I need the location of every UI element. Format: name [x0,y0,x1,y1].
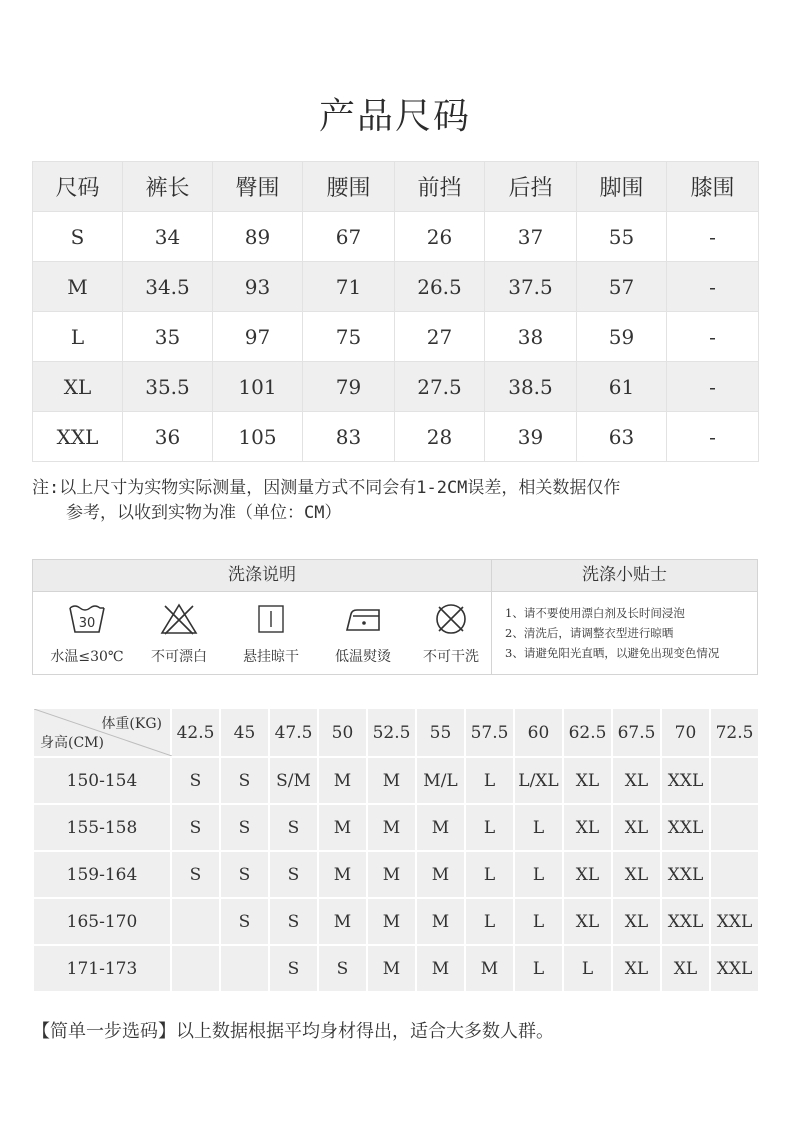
recommended-size-cell: XL [612,898,661,945]
height-range-cell: 155-158 [33,804,171,851]
weight-label: 体重(KG) [101,716,162,732]
height-range-cell: 150-154 [33,757,171,804]
weight-header-cell: 47.5 [269,708,318,757]
header-knee: 膝围 [667,162,759,212]
measure-cell: 28 [395,412,485,462]
weight-header-cell: 50 [318,708,367,757]
weight-header-cell: 55 [416,708,465,757]
washing-instructions-title: 洗涤说明 [33,560,492,592]
hang-dry-icon [251,602,291,636]
size-cell: XL [33,362,123,412]
recommended-size-cell: L/XL [514,757,563,804]
recommended-size-cell: XXL [710,898,759,945]
diagonal-header-cell [33,708,171,757]
recommended-size-cell: XL [563,851,612,898]
recommended-size-cell: S/M [269,757,318,804]
fit-header-row [33,708,759,757]
recommended-size-cell: S [269,804,318,851]
size-cell: S [33,212,123,262]
recommended-size-cell: XXL [661,851,710,898]
measure-cell: 36 [123,412,213,462]
table-row [33,362,759,412]
measure-cell: 34.5 [123,262,213,312]
header-hip: 臀围 [213,162,303,212]
measure-cell: - [667,412,759,462]
recommended-size-cell: XL [612,945,661,992]
measure-cell: 38 [485,312,577,362]
recommended-size-cell [171,945,220,992]
recommended-size-cell: M [318,851,367,898]
wash-30-cell [41,596,133,674]
footer-note: 【简单一步选码】以上数据根据平均身材得出，适合大多数人群。 [32,1021,554,1042]
measure-cell: 37 [485,212,577,262]
measure-cell: 26 [395,212,485,262]
size-cell: M [33,262,123,312]
table-row [33,804,759,851]
recommended-size-cell [171,898,220,945]
no-bleach-cell [133,596,225,674]
weight-header-cell: 62.5 [563,708,612,757]
measure-cell: 39 [485,412,577,462]
recommended-size-cell: M [367,851,416,898]
measure-cell: - [667,212,759,262]
washing-tips-list [505,603,755,663]
measure-cell: - [667,362,759,412]
no-dry-clean-icon [431,602,471,636]
recommended-size-cell: XXL [661,757,710,804]
measure-cell: 38.5 [485,362,577,412]
size-cell: XXL [33,412,123,462]
table-row [33,312,759,362]
tip-item: 3、请避免阳光直晒，以避免出现变色情况 [505,646,720,660]
recommended-size-cell [710,851,759,898]
measure-cell: 26.5 [395,262,485,312]
recommended-size-cell: XL [563,804,612,851]
measure-cell: 37.5 [485,262,577,312]
weight-header-cell: 45 [220,708,269,757]
measure-cell: 27.5 [395,362,485,412]
recommended-size-cell: L [465,757,514,804]
note-line-1: 注:以上尺寸为实物实际测量，因测量方式不同会有1-2CM误差，相关数据仅作 [32,478,621,498]
weight-header-cell: 42.5 [171,708,220,757]
recommended-size-cell: S [220,898,269,945]
recommended-size-cell: M [416,898,465,945]
table-row [33,212,759,262]
measure-cell: 79 [303,362,395,412]
header-waist: 腰围 [303,162,395,212]
weight-header-cell: 67.5 [612,708,661,757]
recommended-size-cell: L [514,804,563,851]
recommended-size-cell [710,757,759,804]
recommended-size-cell: L [514,851,563,898]
no-dry-clean-label: 不可干洗 [423,649,479,665]
size-table [32,161,759,462]
recommended-size-cell: M [416,851,465,898]
weight-header-cell: 57.5 [465,708,514,757]
wash-temp-value: 30 [78,616,96,631]
height-range-cell: 165-170 [33,898,171,945]
weight-header-cell: 52.5 [367,708,416,757]
recommended-size-cell: XXL [710,945,759,992]
measure-cell: 67 [303,212,395,262]
measure-cell: - [667,312,759,362]
tip-item: 1、请不要使用漂白剂及长时间浸泡 [505,606,685,620]
table-row [33,851,759,898]
measure-cell: 93 [213,262,303,312]
washing-panel [32,559,758,675]
measure-cell: 105 [213,412,303,462]
note-line-2: 参考，以收到实物为准（单位：CM） [66,503,342,523]
recommended-size-cell: S [269,851,318,898]
header-size: 尺码 [33,162,123,212]
wash-30-icon [67,602,107,636]
recommended-size-cell: S [171,851,220,898]
table-row [33,945,759,992]
measure-cell: 101 [213,362,303,412]
recommended-size-cell: L [514,898,563,945]
recommended-size-cell: L [563,945,612,992]
header-pants-length: 裤长 [123,162,213,212]
measure-cell: 35 [123,312,213,362]
recommended-size-cell [710,804,759,851]
header-front-rise: 前挡 [395,162,485,212]
recommended-size-cell: M [367,757,416,804]
recommended-size-cell: XL [612,757,661,804]
page-title: 产品尺码 [318,96,471,137]
height-range-cell: 171-173 [33,945,171,992]
measure-cell: 61 [577,362,667,412]
measure-cell: 27 [395,312,485,362]
recommended-size-cell: M [416,945,465,992]
no-bleach-icon [159,602,199,636]
measurement-note [32,476,762,526]
measure-cell: 75 [303,312,395,362]
weight-header-cell: 70 [661,708,710,757]
recommended-size-cell: XXL [661,898,710,945]
recommended-size-cell: L [465,898,514,945]
recommended-size-cell [220,945,269,992]
no-dry-clean-cell [405,596,497,674]
weight-header-cell: 72.5 [710,708,759,757]
header-back-rise: 后挡 [485,162,577,212]
recommended-size-cell: M/L [416,757,465,804]
measure-cell: 97 [213,312,303,362]
recommended-size-cell: M [465,945,514,992]
recommended-size-cell: S [318,945,367,992]
measure-cell: 89 [213,212,303,262]
washing-tips-title: 洗涤小贴士 [492,560,757,592]
size-table-header [33,162,759,212]
height-range-cell: 159-164 [33,851,171,898]
recommended-size-cell: S [220,851,269,898]
wash-30-label: 水温≤30℃ [50,649,124,665]
table-row [33,262,759,312]
recommended-size-cell: S [171,804,220,851]
measure-cell: 35.5 [123,362,213,412]
table-row [33,412,759,462]
recommended-size-cell: XL [563,757,612,804]
measure-cell: 71 [303,262,395,312]
hang-dry-label: 悬挂晾干 [243,649,299,665]
recommended-size-cell: XL [612,804,661,851]
recommended-size-cell: M [318,804,367,851]
header-leg-opening: 脚围 [577,162,667,212]
recommended-size-cell: M [318,898,367,945]
recommended-size-cell: L [465,851,514,898]
recommended-size-cell: L [514,945,563,992]
recommended-size-cell: S [171,757,220,804]
recommended-size-cell: XL [612,851,661,898]
recommended-size-cell: S [269,945,318,992]
weight-header-cell: 60 [514,708,563,757]
recommended-size-cell: S [220,804,269,851]
size-fit-table [32,707,760,993]
table-row [33,898,759,945]
measure-cell: 63 [577,412,667,462]
recommended-size-cell: XL [661,945,710,992]
recommended-size-cell: S [269,898,318,945]
low-iron-cell [317,596,409,674]
low-iron-icon [343,602,383,636]
recommended-size-cell: M [367,945,416,992]
measure-cell: 83 [303,412,395,462]
size-cell: L [33,312,123,362]
recommended-size-cell: L [465,804,514,851]
recommended-size-cell: M [367,898,416,945]
recommended-size-cell: M [367,804,416,851]
hang-dry-cell [225,596,317,674]
no-bleach-label: 不可漂白 [151,649,207,665]
measure-cell: 59 [577,312,667,362]
low-iron-label: 低温熨烫 [335,649,391,665]
recommended-size-cell: M [416,804,465,851]
recommended-size-cell: XL [563,898,612,945]
recommended-size-cell: M [318,757,367,804]
measure-cell: - [667,262,759,312]
measure-cell: 57 [577,262,667,312]
measure-cell: 55 [577,212,667,262]
height-label: 身高(CM) [40,735,104,751]
recommended-size-cell: S [220,757,269,804]
recommended-size-cell: XXL [661,804,710,851]
measure-cell: 34 [123,212,213,262]
table-row [33,757,759,804]
tip-item: 2、清洗后，请调整衣型进行晾晒 [505,626,674,640]
